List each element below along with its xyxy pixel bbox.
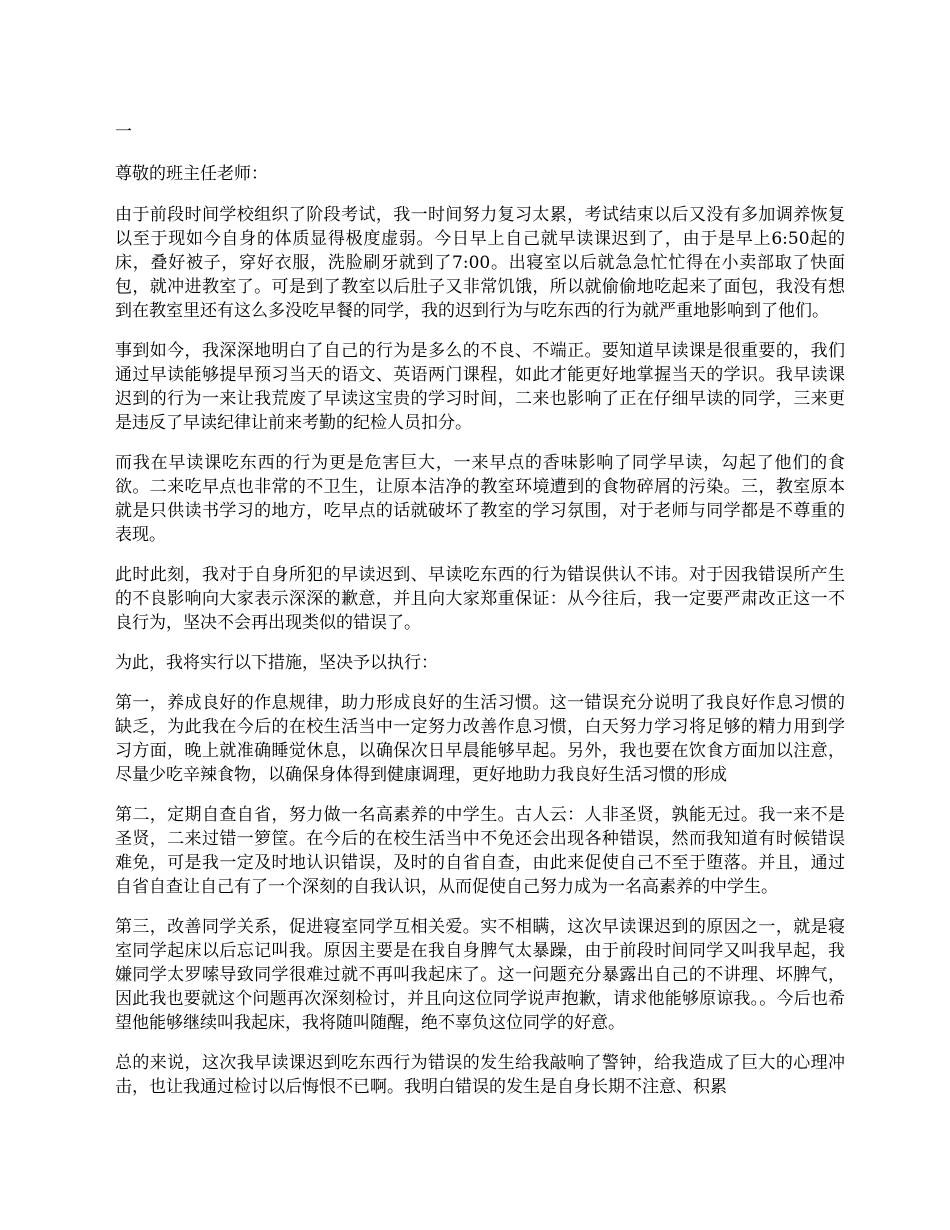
- document-page: [115, 120, 845, 1115]
- paragraph-9: 总的来说，这次我早读课迟到吃东西行为错误的发生给我敲响了警钟，给我造成了巨大的心理冲击，也让我通过检讨以后悔恨不已啊。我明白错误的发生是自身长期不注意、积累: [115, 1053, 845, 1097]
- section-heading: 一: [115, 122, 132, 142]
- paragraph-1: 由于前段时间学校组织了阶段考试，我一时间努力复习太累，考试结束以后又没有多加调养恢复以至于现如今自身的体质显得极度虚弱。今日早上自己就早读课迟到了，由于是早上6:50起的床，叠好被子，穿好衣服，洗脸刷牙就到了7:00。出寝室以后就急急忙忙得在小卖部取了快面包，就冲进教室了。可是到了教室以后肚子又非常饥饿，所以就偷偷地吃起来了面包，我没有想到在教室里还有这么多没吃早餐的同学，我的迟到行为与吃东西的行为就严重地影响到了他们。: [115, 205, 845, 321]
- paragraph-8: 第三，改善同学关系，促进寝室同学互相关爱。实不相瞒，这次早读课迟到的原因之一，就是寝室同学起床以后忘记叫我。原因主要是在我自身脾气太暴躁，由于前段时间同学又叫我早起，我嫌同学太罗嗦导致同学很难过就不再叫我起床了。这一问题充分暴露出自己的不讲理、坏脾气，因此我也要就这个问题再次深刻检讨，并且向这位同学说声抱歉，请求他能够原谅我。。今后也希望他能够继续叫我起床，我将随叫随醒，绝不辜负这位同学的好意。: [115, 917, 845, 1033]
- paragraph-6: 第一，养成良好的作息规律，助力形成良好的生活习惯。这一错误充分说明了我良好作息习惯的缺乏，为此我在今后的在校生活当中一定努力改善作息习惯，白天努力学习将足够的精力用到学习方面，晚上就准确睡觉休息，以确保次日早晨能够早起。另外，我也要在饮食方面加以注意，尽量少吃辛辣食物，以确保身体得到健康调理，更好地助力我良好生活习惯的形成: [115, 693, 845, 785]
- paragraph-7: 第二，定期自查自省，努力做一名高素养的中学生。古人云：人非圣贤，孰能无过。我一来不是圣贤，二来过错一箩筐。在今后的在校生活当中不免还会出现各种错误，然而我知道有时候错误难免，可是我一定及时地认识错误，及时的自省自查，由此来促使自己不至于堕落。并且，通过自省自查让自己有了一个深刻的自我认识，从而促使自己努力成为一名高素养的中学生。: [115, 805, 845, 897]
- paragraph-4: 此时此刻，我对于自身所犯的早读迟到、早读吃东西的行为错误供认不讳。对于因我错误所产生的不良影响向大家表示深深的歉意，并且向大家郑重保证：从今往后，我一定要严肃改正这一不良行为，坚决不会再出现类似的错误了。: [115, 565, 845, 633]
- paragraph-2: 事到如今，我深深地明白了自己的行为是多么的不良、不端正。要知道早读课是很重要的，我们通过早读能够提早预习当天的语文、英语两门课程，如此才能更好地掌握当天的学识。我早读课迟到的行为一来让我荒废了早读这宝贵的学习时间，二来也影响了正在仔细早读的同学，三来更是违反了早读纪律让前来考勤的纪检人员扣分。: [115, 341, 845, 433]
- paragraph-3: 而我在早读课吃东西的行为更是危害巨大，一来早点的香味影响了同学早读，勾起了他们的食欲。二来吃早点也非常的不卫生，让原本洁净的教室环境遭到的食物碎屑的污染。三，教室原本就是只供读书学习的地方，吃早点的话就破坏了教室的学习氛围，对于老师与同学都是不尊重的表现。: [115, 453, 845, 545]
- salutation: 尊敬的班主任老师：: [115, 164, 268, 184]
- paragraph-5: 为此，我将实行以下措施，坚决予以执行：: [115, 653, 438, 673]
